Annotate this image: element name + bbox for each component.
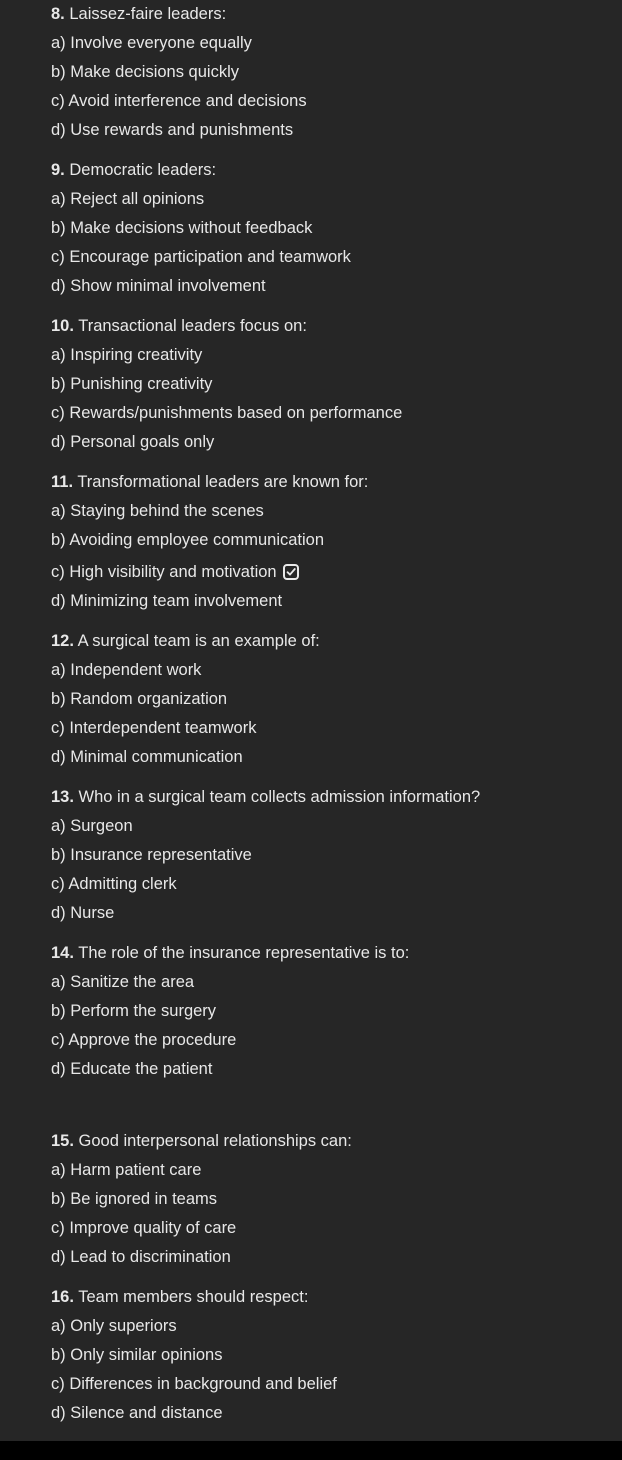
question-label: Laissez-faire leaders: <box>69 5 227 23</box>
answer-option-text: d) Silence and distance <box>51 1404 223 1422</box>
question-text <box>51 156 622 185</box>
question-number: 10. <box>51 317 74 335</box>
answer-option-text: b) Make decisions without feedback <box>51 219 313 237</box>
answer-option-text: d) Personal goals only <box>51 433 215 451</box>
answer-option <box>51 870 622 899</box>
answer-option <box>51 116 622 145</box>
answer-option-text: a) Sanitize the area <box>51 973 195 991</box>
answer-option-text: b) Perform the surgery <box>51 1002 217 1020</box>
checkmark-box-icon <box>283 564 299 580</box>
question-label: Who in a surgical team collects admission information? <box>78 788 481 806</box>
answer-option <box>51 1185 622 1214</box>
answer-option <box>51 399 622 428</box>
answer-option <box>51 1055 622 1084</box>
question-label: A surgical team is an example of: <box>77 632 320 650</box>
answer-option-text: c) Improve quality of care <box>51 1219 237 1237</box>
answer-option <box>51 185 622 214</box>
answer-option <box>51 555 622 587</box>
question-14 <box>51 939 622 1084</box>
answer-option <box>51 243 622 272</box>
answer-option-text: b) Make decisions quickly <box>51 63 239 81</box>
answer-option-text: c) Approve the procedure <box>51 1031 237 1049</box>
answer-option-text: c) Avoid interference and decisions <box>51 92 307 110</box>
answer-option <box>51 370 622 399</box>
question-text <box>51 1283 622 1312</box>
question-text <box>51 0 622 29</box>
question-number: 8. <box>51 5 65 23</box>
question-label: The role of the insurance representative is to: <box>78 944 410 962</box>
answer-option <box>51 341 622 370</box>
answer-option <box>51 841 622 870</box>
question-15 <box>51 1127 622 1272</box>
answer-option-text: a) Involve everyone equally <box>51 34 252 52</box>
answer-option-text: d) Nurse <box>51 904 115 922</box>
answer-option <box>51 587 622 616</box>
answer-option <box>51 1156 622 1185</box>
answer-option-text: b) Only similar opinions <box>51 1346 223 1364</box>
answer-option-text: b) Random organization <box>51 690 228 708</box>
answer-option-text: b) Avoiding employee communication <box>51 531 325 549</box>
question-number: 16. <box>51 1288 74 1306</box>
question-9 <box>51 156 622 301</box>
answer-option-text: a) Harm patient care <box>51 1161 202 1179</box>
question-number: 15. <box>51 1132 74 1150</box>
answer-option <box>51 1026 622 1055</box>
question-number: 12. <box>51 632 74 650</box>
answer-option <box>51 58 622 87</box>
answer-option <box>51 29 622 58</box>
question-8 <box>51 0 622 145</box>
answer-option-text: d) Minimal communication <box>51 748 243 766</box>
answer-option-text: d) Show minimal involvement <box>51 277 266 295</box>
answer-option-text: c) Admitting clerk <box>51 875 177 893</box>
question-13 <box>51 783 622 928</box>
question-10 <box>51 312 622 457</box>
answer-option <box>51 812 622 841</box>
question-text <box>51 783 622 812</box>
answer-option <box>51 214 622 243</box>
answer-option-text: d) Educate the patient <box>51 1060 213 1078</box>
answer-option <box>51 87 622 116</box>
answer-option-text: a) Surgeon <box>51 817 133 835</box>
question-number: 14. <box>51 944 74 962</box>
question-number: 9. <box>51 161 65 179</box>
answer-option <box>51 428 622 457</box>
answer-option <box>51 1214 622 1243</box>
answer-option-text: b) Insurance representative <box>51 846 252 864</box>
answer-option-text: a) Reject all opinions <box>51 190 205 208</box>
answer-option-text: c) High visibility and motivation <box>51 563 277 581</box>
answer-option-text: b) Punishing creativity <box>51 375 213 393</box>
answer-option-text: a) Only superiors <box>51 1317 177 1335</box>
question-label: Transformational leaders are known for: <box>77 473 369 491</box>
answer-option-text: b) Be ignored in teams <box>51 1190 218 1208</box>
answer-option <box>51 1341 622 1370</box>
question-label: Good interpersonal relationships can: <box>78 1132 352 1150</box>
question-text <box>51 1127 622 1156</box>
answer-option <box>51 968 622 997</box>
answer-option <box>51 899 622 928</box>
answer-option-text: c) Interdependent teamwork <box>51 719 257 737</box>
question-label: Democratic leaders: <box>69 161 217 179</box>
answer-option <box>51 497 622 526</box>
question-11 <box>51 468 622 616</box>
answer-option <box>51 1312 622 1341</box>
answer-option <box>51 1370 622 1399</box>
answer-option <box>51 714 622 743</box>
answer-option-text: d) Use rewards and punishments <box>51 121 294 139</box>
question-text <box>51 627 622 656</box>
answer-option-text: a) Staying behind the scenes <box>51 502 264 520</box>
question-text <box>51 939 622 968</box>
question-label: Transactional leaders focus on: <box>78 317 307 335</box>
question-12 <box>51 627 622 772</box>
question-16 <box>51 1283 622 1428</box>
question-list <box>51 0 622 1439</box>
question-text <box>51 468 622 497</box>
question-text <box>51 312 622 341</box>
answer-option <box>51 1243 622 1272</box>
answer-option-text: c) Encourage participation and teamwork <box>51 248 351 266</box>
answer-option <box>51 656 622 685</box>
question-label: Team members should respect: <box>78 1288 309 1306</box>
answer-option <box>51 1399 622 1428</box>
question-number: 13. <box>51 788 74 806</box>
answer-option-text: d) Lead to discrimination <box>51 1248 231 1266</box>
answer-option-text: a) Independent work <box>51 661 202 679</box>
answer-option-text: a) Inspiring creativity <box>51 346 203 364</box>
answer-option <box>51 997 622 1026</box>
answer-option-text: c) Rewards/punishments based on performance <box>51 404 403 422</box>
answer-option <box>51 743 622 772</box>
answer-option <box>51 272 622 301</box>
answer-option <box>51 526 622 555</box>
answer-option <box>51 685 622 714</box>
answer-option-text: d) Minimizing team involvement <box>51 592 283 610</box>
question-number: 11. <box>51 473 74 491</box>
answer-option-text: c) Differences in background and belief <box>51 1375 337 1393</box>
